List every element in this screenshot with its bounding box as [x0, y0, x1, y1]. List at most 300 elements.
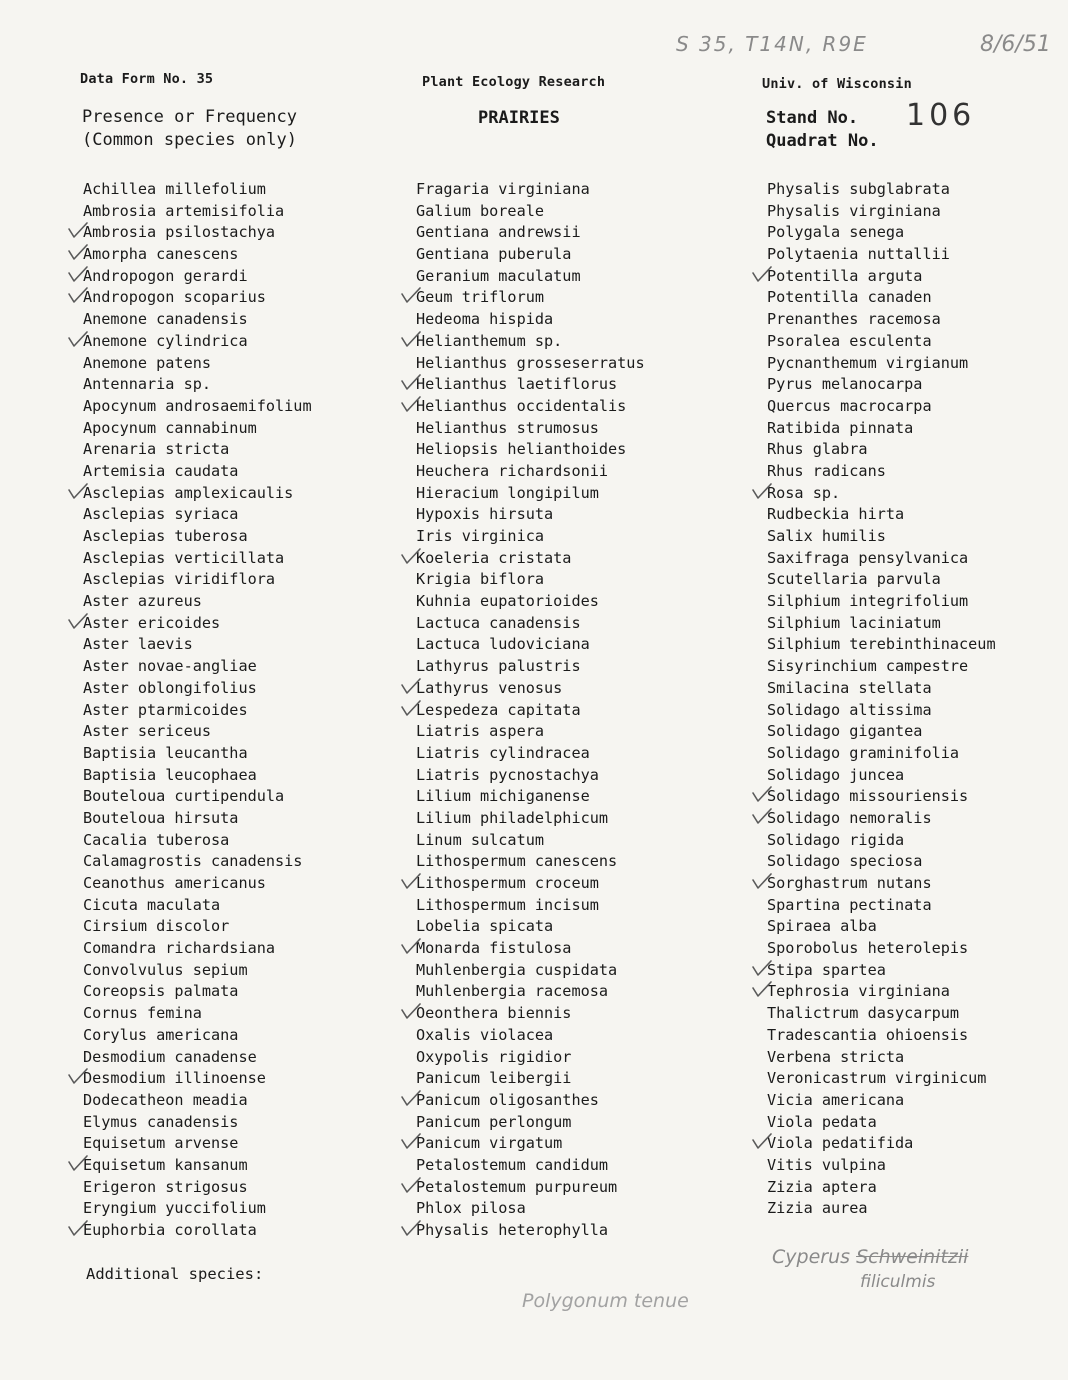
species-item — [416, 483, 645, 505]
species-name: Helianthus grosseserratus — [416, 353, 645, 372]
species-name: Polygala senega — [767, 223, 905, 242]
species-item — [416, 1112, 645, 1134]
species-item — [416, 548, 645, 570]
species-name: Anemone patens — [83, 353, 212, 372]
species-item — [83, 786, 312, 808]
species-item — [767, 1198, 996, 1220]
species-name: Tephrosia virginiana — [767, 982, 950, 1001]
species-item — [767, 981, 996, 1003]
organization: Plant Ecology Research — [422, 74, 606, 90]
checkmark-icon — [751, 1131, 773, 1151]
species-item — [416, 1003, 645, 1025]
species-name: Viola pedatifida — [767, 1134, 914, 1153]
species-name: Baptisia leucophaea — [83, 765, 257, 784]
stand-quadrat-block — [766, 107, 879, 153]
species-column-1 — [83, 179, 312, 1242]
species-name: Physalis heterophylla — [416, 1221, 609, 1239]
species-name: Potentilla canaden — [767, 288, 932, 307]
species-item — [83, 201, 312, 223]
species-item — [416, 830, 645, 852]
species-item — [416, 1177, 645, 1199]
species-name: Aster azureus — [83, 592, 202, 611]
species-name: Cicuta maculata — [83, 895, 221, 914]
checkmark-icon — [67, 1218, 89, 1238]
species-item — [767, 179, 996, 201]
species-name: Lilium michiganense — [416, 787, 590, 806]
quadrat-label: Quadrat No. — [766, 131, 879, 151]
species-name: Tradescantia ohioensis — [767, 1025, 969, 1044]
form-number: Data Form No. 35 — [80, 71, 214, 87]
species-name: Solidago graminifolia — [767, 743, 960, 762]
species-item — [83, 591, 312, 613]
species-name: Lilium philadelphicum — [416, 808, 609, 827]
species-name: Erigeron strigosus — [83, 1177, 248, 1196]
species-item — [83, 244, 312, 266]
species-name: Galium boreale — [416, 201, 545, 220]
species-name: Liatris aspera — [416, 722, 545, 741]
species-name: Apocynum cannabinum — [83, 418, 257, 437]
species-item — [83, 1090, 312, 1112]
species-name: Rhus glabra — [767, 440, 868, 459]
species-name: Petalostemum candidum — [416, 1155, 609, 1174]
species-item — [767, 808, 996, 830]
category-title: PRAIRIES — [478, 108, 560, 128]
species-name: Iris virginica — [416, 527, 545, 545]
species-item — [767, 938, 996, 960]
species-item — [767, 634, 996, 656]
species-item — [83, 1047, 312, 1069]
species-name: Panicum perlongum — [416, 1112, 572, 1131]
species-name: Pyrus melanocarpa — [767, 375, 923, 394]
species-name: Smilacina stellata — [767, 678, 932, 697]
species-item — [83, 1025, 312, 1047]
species-item — [416, 938, 645, 960]
species-name: Zizia aurea — [767, 1199, 868, 1218]
species-name: Antennaria sp. — [83, 375, 212, 394]
species-name: Aster ericoides — [83, 613, 221, 632]
species-name: Potentilla arguta — [767, 266, 923, 285]
species-item — [767, 743, 996, 765]
species-item — [416, 808, 645, 830]
species-name: Gentiana andrewsii — [416, 223, 581, 242]
species-name: Bouteloua hirsuta — [83, 808, 239, 827]
species-name: Ceanothus americanus — [83, 874, 266, 892]
species-item — [767, 786, 996, 808]
species-name: Saxifraga pensylvanica — [767, 548, 969, 567]
species-name: Aster ptarmicoides — [83, 700, 248, 719]
species-name: Rosa sp. — [767, 483, 841, 502]
species-item — [83, 504, 312, 526]
species-name: Liatris pycnostachya — [416, 765, 599, 784]
species-item — [416, 1025, 645, 1047]
species-item — [767, 765, 996, 787]
species-item — [83, 873, 312, 895]
species-name: Apocynum androsaemifolium — [83, 396, 312, 415]
handwritten-location: S 35, T14N, R9E — [676, 32, 868, 56]
checkmark-icon — [67, 220, 89, 240]
stand-label: Stand No. — [766, 108, 859, 128]
species-name: Oxypolis rigidior — [416, 1047, 572, 1066]
species-name: Ambrosia psilostachya — [83, 223, 276, 242]
species-name: Cornus femina — [83, 1004, 202, 1023]
species-item — [767, 353, 996, 375]
species-item — [416, 1133, 645, 1155]
species-name: Ambrosia artemisifolia — [83, 201, 285, 220]
species-name: Solidago missouriensis — [767, 787, 969, 806]
species-name: Helianthemum sp. — [416, 331, 563, 350]
presence-line-2: (Common species only) — [82, 130, 297, 150]
species-item — [83, 851, 312, 873]
species-item — [416, 418, 645, 440]
checkmark-icon — [67, 329, 89, 349]
checkmark-icon — [400, 546, 422, 566]
checkmark-icon — [400, 285, 422, 305]
species-item — [767, 656, 996, 678]
checkmark-icon — [400, 698, 422, 718]
species-item — [767, 916, 996, 938]
checkmark-icon — [400, 1088, 422, 1108]
checkmark-icon — [67, 481, 89, 501]
species-name: Aster sericeus — [83, 722, 212, 741]
species-name: Desmodium illinoense — [83, 1069, 266, 1088]
species-item — [416, 504, 645, 526]
species-item — [767, 1025, 996, 1047]
species-name: Rhus radicans — [767, 461, 886, 480]
checkmark-icon — [400, 1131, 422, 1151]
species-name: Calamagrostis canadensis — [83, 852, 303, 871]
species-item — [416, 179, 645, 201]
species-item — [767, 960, 996, 982]
species-name: Cacalia tuberosa — [83, 830, 230, 849]
species-item — [416, 591, 645, 613]
species-name: Baptisia leucantha — [83, 743, 248, 762]
species-name: Coreopsis palmata — [83, 982, 239, 1001]
checkmark-icon — [751, 806, 773, 826]
handwritten-note-bottom: Polygonum tenue — [522, 1290, 689, 1312]
note-cyperus: Cyperus — [772, 1246, 851, 1268]
species-name: Lactuca canadensis — [416, 613, 581, 632]
species-name: Hieracium longipilum — [416, 483, 599, 502]
checkmark-icon — [67, 611, 89, 631]
species-item — [83, 1112, 312, 1134]
species-name: Veronicastrum virginicum — [767, 1069, 987, 1088]
species-item — [83, 808, 312, 830]
species-name: Solidago rigida — [767, 830, 905, 849]
species-column-3 — [767, 179, 996, 1220]
species-item — [416, 287, 645, 309]
species-name: Corylus americana — [83, 1025, 239, 1044]
species-item — [767, 1047, 996, 1069]
species-name: Achillea millefolium — [83, 180, 266, 198]
species-name: Thalictrum dasycarpum — [767, 1004, 960, 1023]
species-item — [83, 483, 312, 505]
species-item — [767, 504, 996, 526]
handwritten-date: 8/6/51 — [980, 32, 1051, 57]
species-name: Aster laevis — [83, 635, 193, 654]
species-name: Lathyrus venosus — [416, 678, 563, 697]
species-item — [83, 634, 312, 656]
species-item — [767, 591, 996, 613]
species-name: Anemone canadensis — [83, 310, 248, 329]
species-item — [416, 396, 645, 418]
species-name: Spiraea alba — [767, 917, 877, 936]
species-item — [83, 461, 312, 483]
checkmark-icon — [67, 242, 89, 262]
checkmark-icon — [751, 264, 773, 284]
species-item — [767, 396, 996, 418]
species-name: Asclepias tuberosa — [83, 527, 248, 545]
species-item — [83, 613, 312, 635]
species-name: Artemisia caudata — [83, 461, 239, 480]
species-item — [767, 678, 996, 700]
species-name: Heuchera richardsonii — [416, 461, 609, 480]
species-item — [767, 721, 996, 743]
species-name: Arenaria stricta — [83, 440, 230, 459]
species-name: Lithospermum canescens — [416, 852, 618, 871]
checkmark-icon — [67, 285, 89, 305]
species-name: Amorpha canescens — [83, 245, 239, 264]
species-name: Lespedeza capitata — [416, 700, 581, 719]
species-item — [416, 1068, 645, 1090]
species-name: Lactuca ludoviciana — [416, 635, 590, 654]
species-item — [416, 266, 645, 288]
species-name: Sisyrinchium campestre — [767, 657, 969, 676]
species-item — [416, 656, 645, 678]
species-name: Kuhnia eupatorioides — [416, 592, 599, 611]
species-name: Solidago juncea — [767, 765, 905, 784]
species-item — [767, 483, 996, 505]
species-item — [83, 1133, 312, 1155]
species-name: Panicum leibergii — [416, 1069, 572, 1088]
species-name: Verbena stricta — [767, 1047, 905, 1066]
checkmark-icon — [400, 372, 422, 392]
species-name: Vitis vulpina — [767, 1155, 886, 1174]
species-name: Vicia americana — [767, 1090, 905, 1109]
checkmark-icon — [751, 958, 773, 978]
species-name: Dodecatheon meadia — [83, 1090, 248, 1109]
species-item — [416, 873, 645, 895]
species-name: Geum triflorum — [416, 288, 545, 307]
species-item — [83, 678, 312, 700]
species-item — [416, 634, 645, 656]
species-item — [416, 786, 645, 808]
species-item — [767, 201, 996, 223]
species-item — [767, 548, 996, 570]
species-name: Petalostemum purpureum — [416, 1177, 618, 1196]
species-name: Bouteloua curtipendula — [83, 787, 285, 806]
species-item — [767, 569, 996, 591]
species-item — [767, 1003, 996, 1025]
species-name: Pycnanthemum virgianum — [767, 353, 969, 372]
species-name: Rudbeckia hirta — [767, 505, 905, 524]
species-name: Solidago nemoralis — [767, 808, 932, 827]
species-name: Convolvulus sepium — [83, 960, 248, 979]
species-item — [416, 1047, 645, 1069]
handwritten-stand-number: 106 — [906, 98, 976, 133]
species-name: Heliopsis helianthoides — [416, 440, 627, 459]
species-item — [767, 1155, 996, 1177]
species-name: Physalis virginiana — [767, 201, 941, 220]
presence-line-1: Presence or Frequency — [82, 107, 297, 127]
species-item — [416, 743, 645, 765]
species-item — [83, 439, 312, 461]
checkmark-icon — [400, 676, 422, 696]
species-item — [767, 461, 996, 483]
species-name: Koeleria cristata — [416, 548, 572, 567]
checkmark-icon — [67, 264, 89, 284]
species-name: Solidago altissima — [767, 700, 932, 719]
species-item — [416, 1155, 645, 1177]
species-item — [416, 960, 645, 982]
species-item — [83, 938, 312, 960]
species-item — [767, 895, 996, 917]
species-name: Comandra richardsiana — [83, 939, 276, 958]
species-item — [83, 418, 312, 440]
species-item — [416, 1090, 645, 1112]
species-name: Oxalis violacea — [416, 1025, 554, 1044]
species-name: Linum sulcatum — [416, 830, 545, 849]
species-name: Desmodium canadense — [83, 1047, 257, 1066]
species-name: Panicum oligosanthes — [416, 1090, 599, 1109]
species-item — [416, 461, 645, 483]
checkmark-icon — [400, 871, 422, 891]
species-name: Phlox pilosa — [416, 1199, 526, 1218]
species-item — [83, 1155, 312, 1177]
checkmark-icon — [67, 1066, 89, 1086]
species-item — [416, 244, 645, 266]
species-name: Asclepias amplexicaulis — [83, 483, 294, 502]
species-item — [416, 222, 645, 244]
species-item — [83, 266, 312, 288]
checkmark-icon — [751, 871, 773, 891]
species-item — [416, 916, 645, 938]
species-item — [767, 331, 996, 353]
presence-title — [82, 106, 297, 152]
species-item — [416, 613, 645, 635]
species-item — [83, 526, 312, 548]
species-name: Equisetum arvense — [83, 1134, 239, 1153]
species-item — [767, 1068, 996, 1090]
species-item — [767, 851, 996, 873]
species-name: Stipa spartea — [767, 960, 886, 979]
species-item — [83, 353, 312, 375]
species-item — [83, 331, 312, 353]
species-name: Scutellaria parvula — [767, 570, 941, 589]
checkmark-icon — [751, 481, 773, 501]
checkmark-icon — [400, 936, 422, 956]
species-item — [416, 439, 645, 461]
species-name: Psoralea esculenta — [767, 331, 932, 350]
species-name: Silphium integrifolium — [767, 592, 969, 611]
species-name: Eryngium yuccifolium — [83, 1199, 266, 1218]
species-item — [416, 309, 645, 331]
species-item — [83, 569, 312, 591]
species-item — [83, 1177, 312, 1199]
checkmark-icon — [400, 394, 422, 414]
species-name: Sorghastrum nutans — [767, 874, 932, 892]
handwritten-note-filiculmis: filiculmis — [860, 1272, 936, 1292]
species-name: Spartina pectinata — [767, 895, 932, 914]
species-item — [83, 179, 312, 201]
species-item — [767, 418, 996, 440]
species-name: Helianthus occidentalis — [416, 396, 627, 415]
species-name: Aster novae-angliae — [83, 657, 257, 676]
species-item — [83, 981, 312, 1003]
species-name: Muhlenbergia racemosa — [416, 982, 609, 1001]
species-item — [83, 309, 312, 331]
species-name: Fragaria virginiana — [416, 180, 590, 198]
species-name: Prenanthes racemosa — [767, 310, 941, 329]
checkmark-icon — [400, 329, 422, 349]
species-name: Monarda fistulosa — [416, 939, 572, 958]
species-name: Ratibida pinnata — [767, 418, 914, 437]
species-name: Muhlenbergia cuspidata — [416, 960, 618, 979]
species-item — [767, 1090, 996, 1112]
checkmark-icon — [751, 979, 773, 999]
species-item — [83, 374, 312, 396]
species-name: Salix humilis — [767, 527, 886, 545]
species-name: Equisetum kansanum — [83, 1155, 248, 1174]
species-name: Asclepias syriaca — [83, 505, 239, 524]
species-name: Anemone cylindrica — [83, 331, 248, 350]
species-item — [83, 960, 312, 982]
species-column-2 — [416, 179, 645, 1242]
checkmark-icon — [400, 1218, 422, 1238]
species-name: Panicum virgatum — [416, 1134, 563, 1153]
species-name: Sporobolus heterolepis — [767, 939, 969, 958]
species-name: Lithospermum incisum — [416, 895, 599, 914]
species-item — [83, 1198, 312, 1220]
species-name: Asclepias verticillata — [83, 548, 285, 567]
checkmark-icon — [400, 1175, 422, 1195]
species-name: Hedeoma hispida — [416, 310, 554, 329]
species-item — [767, 1177, 996, 1199]
species-item — [83, 721, 312, 743]
species-name: Silphium laciniatum — [767, 613, 941, 632]
species-name: Lobelia spicata — [416, 917, 554, 936]
species-name: Solidago speciosa — [767, 852, 923, 871]
species-item — [767, 526, 996, 548]
species-item — [83, 700, 312, 722]
handwritten-note-right — [772, 1246, 968, 1268]
species-item — [416, 1220, 645, 1242]
species-name: Silphium terebinthinaceum — [767, 635, 996, 654]
species-item — [767, 287, 996, 309]
species-name: Hypoxis hirsuta — [416, 505, 554, 524]
species-name: Krigia biflora — [416, 570, 545, 589]
species-item — [416, 569, 645, 591]
species-name: Geranium maculatum — [416, 266, 581, 285]
species-item — [416, 678, 645, 700]
species-item — [83, 1068, 312, 1090]
species-name: Andropogon scoparius — [83, 288, 266, 307]
species-item — [416, 353, 645, 375]
species-item — [416, 374, 645, 396]
species-item — [767, 222, 996, 244]
species-item — [416, 765, 645, 787]
species-name: Physalis subglabrata — [767, 180, 950, 198]
species-name: Solidago gigantea — [767, 722, 923, 741]
species-name: Andropogon gerardi — [83, 266, 248, 285]
species-name: Polytaenia nuttallii — [767, 245, 950, 264]
species-item — [416, 201, 645, 223]
species-item — [416, 700, 645, 722]
species-item — [416, 895, 645, 917]
checkmark-icon — [67, 1153, 89, 1173]
species-item — [767, 700, 996, 722]
species-name: Elymus canadensis — [83, 1112, 239, 1131]
species-item — [83, 765, 312, 787]
